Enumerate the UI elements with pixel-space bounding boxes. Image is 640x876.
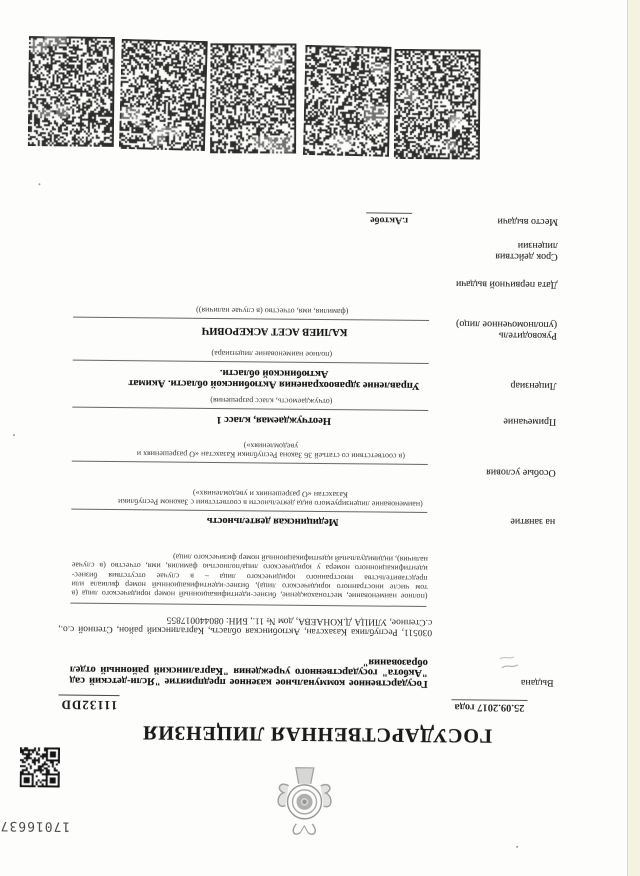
separator-line (73, 360, 429, 364)
note-caption: (отчуждаемость, класс разрешения) (210, 395, 333, 407)
head-caption: (фамилия, имя, отчество (в случае наличия)) (196, 305, 349, 317)
field-label-licensor: Лицензиар (510, 379, 557, 392)
datamatrix-barcode-2 (303, 45, 391, 157)
scan-speck (516, 846, 518, 848)
field-label-first-issue-date: Дата первичной выдачи (455, 278, 558, 291)
licensor-value: Управление здравоохранения Актюбинской области. Акимат Актюбинской области. (128, 367, 420, 391)
field-label-place-of-issue: Место выдачи (497, 215, 559, 228)
barcode-row (22, 33, 484, 160)
scan-speck (38, 183, 40, 185)
special-conditions-caption: (в соответствии со статьей 36 Закона Республики Казахстан «О разрешениях и уведомлениях») (136, 441, 405, 461)
form-serial-number: 17016637 (0, 817, 71, 834)
licensor-caption: (полное наименование лицензиара) (211, 348, 333, 360)
separator-line (72, 407, 428, 411)
separator-line (73, 317, 429, 321)
field-label-validity: Срок действия лицензии (495, 240, 558, 263)
separator-line (70, 603, 426, 607)
separator-line (71, 509, 427, 513)
activity-value: Медицинская деятельность (206, 514, 339, 528)
activity-caption: (наименование лицензируемого вида деятельности в соответствии с Законом Республики Казахстан «О разрешениях и уведомлениях») (117, 488, 423, 509)
place-of-issue-value: г.Актобе (366, 212, 412, 225)
datamatrix-barcode-5 (28, 36, 115, 147)
note-value: Неотчуждаемая, класс 1 (216, 414, 332, 427)
datamatrix-barcode-1 (394, 49, 481, 160)
issued-to-address: 030511, Республика Казахстан, Актюбинская область, Каргалинский район, Степной с.о., с.Степное, УЛИЦА Д.КОНАЕВА, дом № 11., БИН: 080440017855 (58, 614, 433, 638)
issue-date: 25.09.2017 года (451, 699, 527, 713)
qr-code (20, 747, 60, 787)
issued-to-organization: Государственное коммунальное казенное предприятие "Ясли-детский сад "Акбота" государственного учреждения "Каргалинский районный отдел образования" (69, 656, 428, 690)
field-label-head: Руководитель (уполномоченное лицо) (456, 318, 558, 342)
license-number: 11132DD (59, 695, 120, 714)
field-label-note: Примечание (503, 415, 557, 428)
datamatrix-barcode-4 (119, 39, 208, 151)
datamatrix-barcode-3 (210, 43, 296, 153)
license-title: ГОСУДАРСТВЕННАЯ ЛИЦЕНЗИЯ (142, 721, 493, 747)
field-label-special-conditions: Особые условия (486, 466, 556, 479)
separator-line (72, 461, 428, 465)
pen-mark (490, 651, 520, 671)
issued-to-caption: (полное наименование, местонахождение, бизнес-идентификационный номер юридического лица (в том числе иностранного юридического лица), бизнес-идентификационный номер филиала или представительства иностранного юридического лица – в случае отсутствия бизнес-идентификационного номера у юридического лица/полностью фамилия, имя, отчество (в случае наличия), индивидуальный идентификационный номер физического лица) (71, 552, 428, 602)
field-label-issued-to: Выдана (520, 676, 554, 689)
scan-speck (13, 434, 15, 436)
coat-of-arms-emblem (270, 762, 339, 841)
head-value: КАЛИЕВ АСЕТ АСКЕРОВИЧ (201, 324, 348, 338)
field-label-activity: на занятие (510, 515, 556, 528)
